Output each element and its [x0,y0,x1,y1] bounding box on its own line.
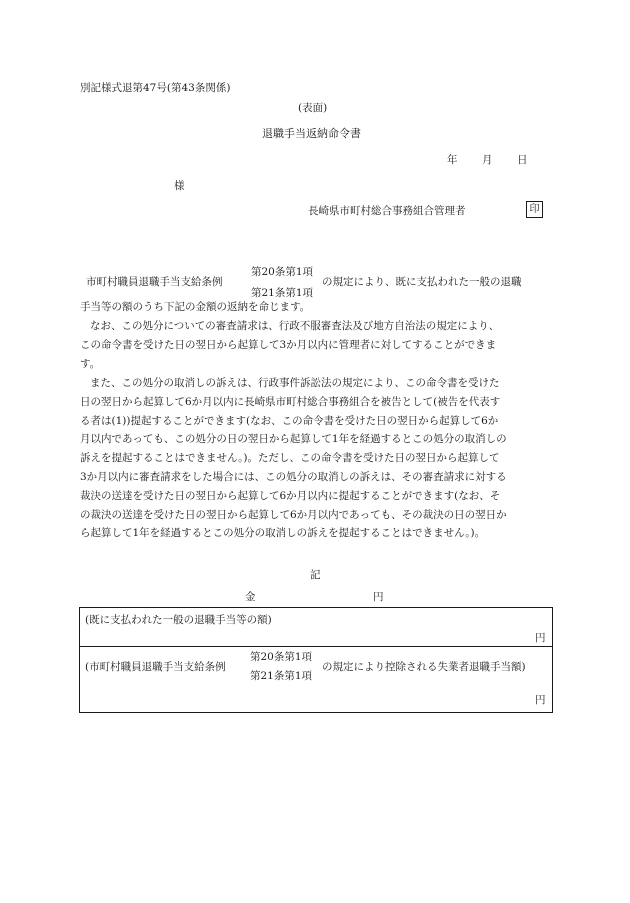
row2-unit: 円 [535,694,546,706]
paragraph-lawsuit [80,374,552,543]
date-month-label: 月 [482,154,493,166]
row2-article-20: 第20条第1項 [250,651,313,663]
form-number-label: 別記様式退第47号(第43条関係) [80,82,231,94]
paragraph-line: 月以内であっても、この処分の日の翌日から起算して1年を経過するとこの処分の取消しの [80,433,507,446]
article-21-label: 第21条第1項 [251,287,314,299]
record-heading: 記 [310,569,321,581]
paragraph-line: 手当等の額のうち下記の金額の返納を命じます。 [80,301,311,313]
paragraph-line: 日の翌日から起算して6か月以内に長崎県市町村総合事務組合を被告として(被告を代表す [80,395,501,408]
row2-article-21: 第21条第1項 [250,670,313,682]
paragraph-order [80,298,552,317]
paragraph-review-request [80,317,552,373]
page-title: 退職手当返納命令書 [262,127,361,140]
date-day-label: 日 [517,154,528,166]
first-line-rest: の規定により、既に支払われた一般の退職 [322,276,522,288]
ordinance-name: 市町村職員退職手当支給条例 [86,276,223,288]
paragraph-line: の裁決の送達を受けた日の翌日から起算して6か月以内であっても、その裁決の日の翌日か [80,508,507,521]
paragraph-line: なお、この処分についての審査請求は、行政不服審査法及び地方自治法の規定により、 [90,320,500,332]
row2-prefix: (市町村職員退職手当支給条例 [85,661,226,673]
amount-unit: 円 [373,591,384,603]
paragraph-line: この命令書を受けた日の翌日から起算して3か月以内に管理者に対してすることができま [80,338,497,351]
paragraph-line: 3か月以内に審査請求をした場合には、この処分の取消しの訴えは、その審査請求に対する [80,470,507,483]
paragraph-line: る者は(1))提起することができます(なお、この命令書を受けた日の翌日から起算して6か [80,414,499,427]
article-20-label: 第20条第1項 [251,266,314,278]
date-year-label: 年 [447,154,458,166]
amount-prefix: 金 [245,591,256,603]
table-row-divider [79,646,552,647]
seal-mark: 印 [526,201,543,218]
row2-suffix: の規定により控除される失業者退職手当額) [322,661,526,673]
side-label: (表面) [298,102,328,114]
row1-label: (既に支払われた一般の退職手当等の額) [85,614,272,626]
paragraph-line: す。 [80,357,101,370]
issuer-name: 長崎県市町村総合事務組合管理者 [308,205,466,217]
paragraph-line: 訴えを提起することはできません。)。ただし、この命令書を受けた日の翌日から起算して [80,452,500,465]
paragraph-line: 裁決の送達を受けた日の翌日から起算して6か月以内に提起することができます(なお、そ [80,489,501,502]
addressee-suffix: 様 [174,180,185,192]
paragraph-line: ら起算して1年を経過するとこの処分の取消しの訴えを提起することはできません。)。 [80,527,486,540]
paragraph-line: また、この処分の取消しの訴えは、行政事件訴訟法の規定により、この命令書を受けた [90,377,500,389]
row1-unit: 円 [535,632,546,644]
